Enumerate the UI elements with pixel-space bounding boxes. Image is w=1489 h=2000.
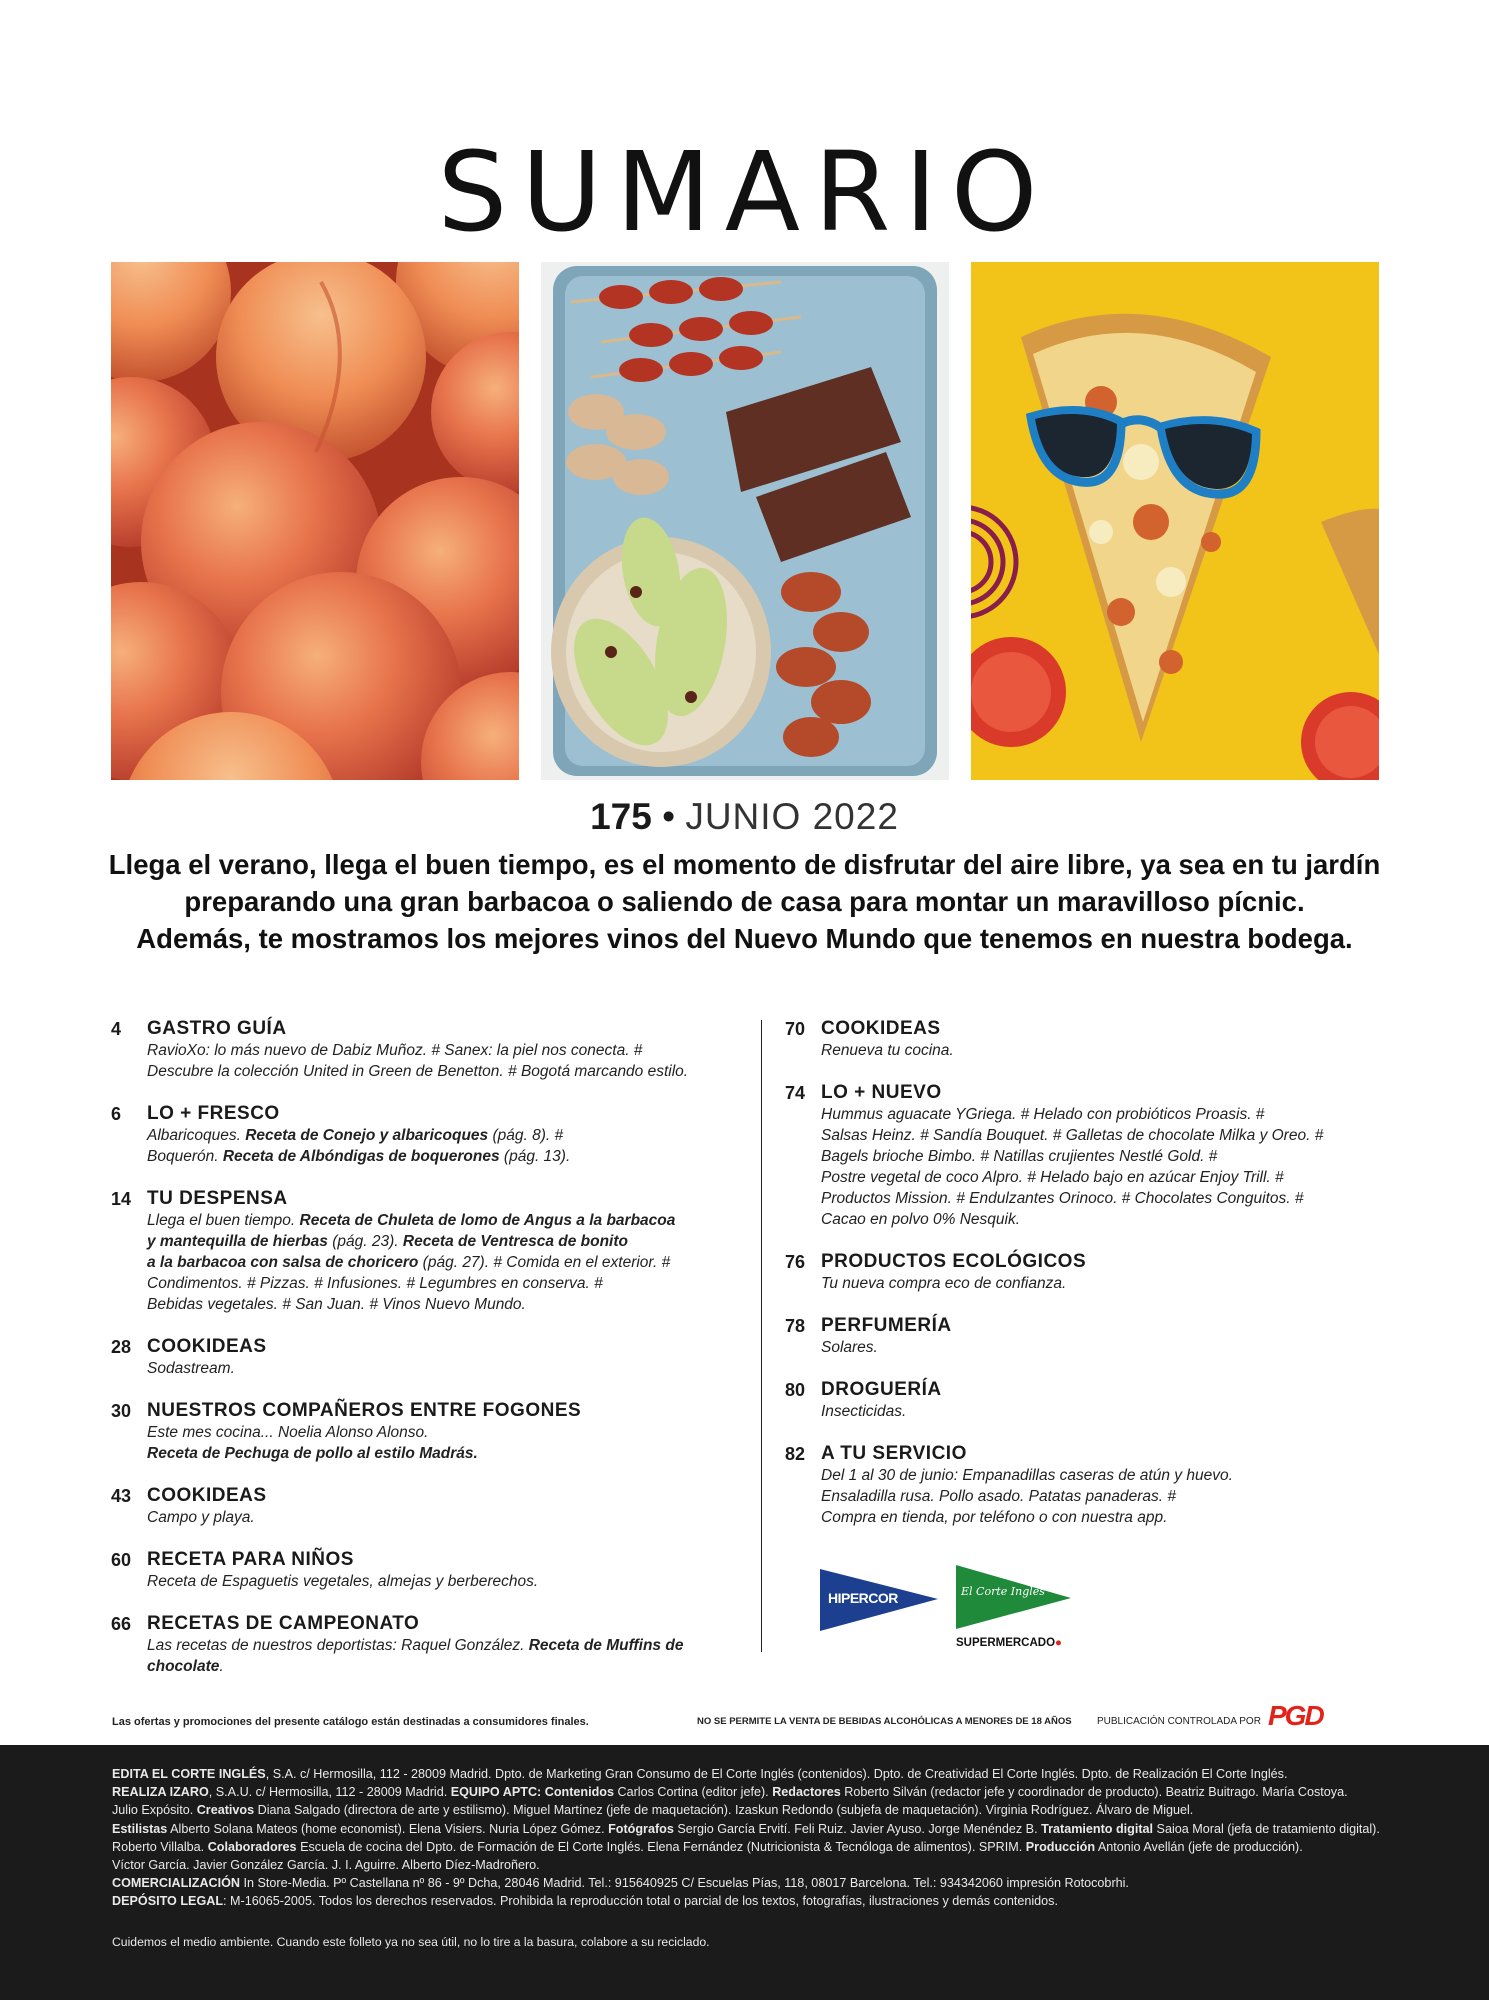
credits-text-segment: REALIZA IZARO	[112, 1785, 209, 1800]
toc-entry	[111, 1336, 751, 1379]
toc-entry	[111, 1018, 751, 1082]
toc-description-text: y mantequilla de hierbas	[147, 1233, 328, 1250]
credits-text-segment: DEPÓSITO LEGAL	[112, 1894, 224, 1909]
credits-text-segment: Antonio Avellán (jefe de producción).	[1095, 1839, 1303, 1854]
credits-text-segment: , S.A.U. c/ Hermosilla, 112 - 28009 Madrid.	[208, 1785, 451, 1800]
toc-description-text: Llega el buen tiempo.	[147, 1212, 300, 1229]
toc-right-column	[785, 1018, 1385, 1549]
page-title: SUMARIO	[437, 128, 1052, 256]
issue-separator: •	[651, 796, 686, 837]
toc-description-text: Albaricoques.	[147, 1127, 246, 1144]
toc-description-text: Descubre la colección United in Green de Benetton. # Bogotá marcando estilo.	[147, 1063, 689, 1080]
credits-text-segment: Saioa Moral (jefa de tratamiento digital).	[1153, 1821, 1380, 1836]
apple-icon: ●	[1055, 1637, 1062, 1649]
credits-text-segment: Tratamiento digital	[1041, 1821, 1154, 1836]
toc-heading: RECETA PARA NIÑOS	[147, 1549, 354, 1570]
toc-description-text: Cacao en polvo 0% Nesquik.	[821, 1211, 1021, 1228]
credits-line	[112, 1765, 1432, 1783]
toc-description-text: Receta de Espaguetis vegetales, almejas y berberechos.	[147, 1573, 539, 1590]
credits-text-segment: Estilistas	[112, 1821, 168, 1836]
toc-page-number: 30	[111, 1401, 132, 1421]
toc-description-text: Este mes cocina... Noelia Alonso Alonso.	[147, 1424, 429, 1441]
toc-heading: TU DESPENSA	[147, 1188, 288, 1209]
toc-description-text: Productos Mission. # Endulzantes Orinoco. # Chocolates Conguitos. #	[821, 1190, 1304, 1207]
toc-description-text: (pág. 13).	[499, 1148, 571, 1165]
toc-description-line	[147, 1231, 751, 1252]
toc-description-text: Sodastream.	[147, 1360, 235, 1377]
toc-description-line	[821, 1337, 1385, 1358]
toc-description-text: Insecticidas.	[821, 1403, 907, 1420]
toc-description-line	[821, 1040, 1385, 1061]
credits-text-segment: Producción	[1025, 1839, 1096, 1854]
toc-description-line	[821, 1465, 1385, 1486]
toc-description-text: Las recetas de nuestros deportistas: Raquel González.	[147, 1637, 529, 1654]
toc-heading: A TU SERVICIO	[821, 1443, 967, 1464]
credits-text-segment: Escuela de cocina del Dpto. de Formación de El Corte Inglés. Elena Fernández (Nutricionista & Tecnóloga de alimentos). SPRIM.	[296, 1839, 1026, 1854]
toc-description-text: (pág. 8). #	[488, 1127, 564, 1144]
toc-entry	[111, 1188, 751, 1315]
toc-entry	[785, 1251, 1385, 1294]
toc-description-line	[147, 1061, 751, 1082]
toc-description-line	[821, 1273, 1385, 1294]
credits-text-segment: Roberto Silván (redactor jefe y coordinador de producto). Beatriz Buitrago. María Costoya.	[840, 1785, 1348, 1800]
toc-description-line	[821, 1401, 1385, 1422]
toc-description-text: Receta de Conejo y albaricoques	[245, 1127, 489, 1144]
credits-text-segment: Sergio García Ervití. Feli Ruiz. Javier Ayuso. Jorge Menéndez B.	[673, 1821, 1042, 1836]
pizza-sunglasses-photo	[971, 262, 1379, 780]
intro-line: Llega el verano, llega el buen tiempo, es el momento de disfrutar del aire libre, ya sea en tu jardín	[108, 849, 1381, 880]
toc-description-text: Boquerón.	[147, 1148, 223, 1165]
toc-description-text: Campo y playa.	[147, 1509, 255, 1526]
toc-description-line	[147, 1507, 751, 1528]
intro-line: preparando una gran barbacoa o saliendo de casa para montar un maravilloso pícnic.	[184, 886, 1305, 917]
toc-description-text: Compra en tienda, por teléfono o con nuestra app.	[821, 1509, 1168, 1526]
toc-description-line	[147, 1040, 751, 1061]
barbecue-tray-photo	[541, 262, 949, 780]
consumers-notice: Las ofertas y promociones del presente catálogo están destinadas a consumidores finales.	[112, 1716, 589, 1728]
toc-description-text: Tu nueva compra eco de confianza.	[821, 1275, 1067, 1292]
credits-text-segment: , S.A. c/ Hermosilla, 112 - 28009 Madrid. Dpto. de Marketing Gran Consumo de El Corte Inglés (contenidos). Dpto. de Creatividad El Corte Inglés. Dpto. de Realización El Corte Inglés.	[265, 1767, 1288, 1781]
toc-heading: DROGUERÍA	[821, 1379, 942, 1400]
credits-line	[112, 1820, 1432, 1838]
pgd-logo	[1268, 1700, 1323, 1732]
credits-line	[112, 1892, 1432, 1910]
hipercor-logo-text: HIPERCOR	[828, 1590, 898, 1606]
toc-description-line	[147, 1146, 751, 1167]
toc-description-line	[147, 1210, 751, 1231]
toc-page-number: 70	[785, 1019, 806, 1039]
toc-entry	[785, 1018, 1385, 1061]
credits-line	[112, 1856, 1432, 1874]
toc-description-line	[821, 1167, 1385, 1188]
credits-text-segment: Julio Expósito.	[112, 1803, 197, 1818]
credits-text-segment: Roberto Villalba.	[112, 1839, 208, 1854]
toc-description-text: Del 1 al 30 de junio: Empanadillas caseras de atún y huevo.	[821, 1467, 1233, 1484]
toc-entry	[785, 1379, 1385, 1422]
toc-description-line	[147, 1635, 751, 1677]
issue-date: JUNIO 2022	[685, 796, 899, 837]
toc-heading: RECETAS DE CAMPEONATO	[147, 1613, 420, 1634]
issue-number: 175	[590, 796, 652, 837]
credits-text-segment: Alberto Solana Mateos (home economist). Elena Visiers. Nuria López Gómez.	[167, 1821, 609, 1836]
toc-description-line	[147, 1294, 751, 1315]
issue-line	[0, 796, 1489, 838]
toc-heading: COOKIDEAS	[821, 1018, 941, 1039]
toc-description-text: Bagels brioche Bimbo. # Natillas crujientes Nestlé Gold. #	[821, 1148, 1218, 1165]
credits-text-segment: EQUIPO APTC: Contenidos	[450, 1785, 614, 1800]
toc-description-line	[147, 1422, 751, 1443]
credits-text-segment: In Store-Media. Pº Castellana nº 86 - 9º Dcha, 28046 Madrid. Tel.: 915640925 C/ Escuelas Pías, 118, 08017 Barcelona. Tel.: 934342060 impresión Rotocobrhi.	[240, 1876, 1129, 1891]
toc-description-text: Receta de Chuleta de lomo de Angus a la barbacoa	[299, 1212, 676, 1229]
toc-description-line	[147, 1571, 751, 1592]
toc-entry	[111, 1103, 751, 1167]
toc-description-line	[821, 1146, 1385, 1167]
credits-text-segment: Carlos Cortina (editor jefe).	[614, 1785, 773, 1800]
supermercado-text: SUPERMERCADO	[956, 1637, 1056, 1649]
toc-description-text: Solares.	[821, 1339, 878, 1356]
publication-notice: PUBLICACIÓN CONTROLADA POR	[1097, 1716, 1261, 1727]
credits-text-segment: Fotógrafos	[608, 1821, 674, 1836]
credits-line	[112, 1874, 1432, 1892]
toc-entry	[111, 1400, 751, 1464]
credits-footer	[0, 1745, 1489, 2000]
el-corte-ingles-logo-text: El Corte Inglés	[961, 1585, 1045, 1598]
alcohol-notice: NO SE PERMITE LA VENTA DE BEBIDAS ALCOHÓLICAS A MENORES DE 18 AÑOS	[697, 1716, 1072, 1727]
toc-description-text: Receta de Ventresca de bonito	[402, 1233, 628, 1250]
toc-description-line	[821, 1507, 1385, 1528]
toc-page-number: 82	[785, 1444, 806, 1464]
toc-heading: NUESTROS COMPAÑEROS ENTRE FOGONES	[147, 1400, 582, 1421]
hipercor-logo	[820, 1565, 938, 1640]
toc-page-number: 28	[111, 1337, 132, 1357]
toc-description-line	[821, 1125, 1385, 1146]
toc-entry	[111, 1613, 751, 1677]
toc-description-text: Condimentos. # Pizzas. # Infusiones. # Legumbres en conserva. #	[147, 1275, 603, 1292]
toc-description-line	[147, 1125, 751, 1146]
toc-description-text: (pág. 23).	[327, 1233, 403, 1250]
toc-entry	[111, 1549, 751, 1592]
toc-page-number: 80	[785, 1380, 806, 1400]
toc-description-line	[821, 1188, 1385, 1209]
environment-note: Cuidemos el medio ambiente. Cuando este folleto ya no sea útil, no lo tire a la basura, colabore a su reciclado.	[112, 1935, 710, 1949]
toc-description-text: Postre vegetal de coco Alpro. # Helado bajo en azúcar Enjoy Trill. #	[821, 1169, 1284, 1186]
credits-text-segment: Diana Salgado (directora de arte y estilismo). Miguel Martínez (jefe de maquetación). Izaskun Redondo (subjefa de maquetación). Virginia Rodríguez. Álvaro de Miguel.	[254, 1803, 1194, 1818]
photo-strip	[111, 262, 1379, 780]
toc-entry	[785, 1315, 1385, 1358]
toc-description-text: a la barbacoa con salsa de choricero	[147, 1254, 419, 1271]
toc-page-number: 14	[111, 1189, 132, 1209]
supermercado-label	[956, 1637, 1062, 1649]
credits-line	[112, 1783, 1432, 1801]
toc-heading: PERFUMERÍA	[821, 1315, 952, 1336]
toc-description-line	[821, 1486, 1385, 1507]
toc-description-line	[821, 1104, 1385, 1125]
toc-description-text: Salsas Heinz. # Sandía Bouquet. # Galletas de chocolate Milka y Oreo. #	[821, 1127, 1324, 1144]
toc-heading: COOKIDEAS	[147, 1336, 267, 1357]
el-corte-ingles-logo	[956, 1563, 1071, 1636]
credits-text	[112, 1765, 1432, 1911]
toc-description-text: (pág. 27). # Comida en el exterior. #	[418, 1254, 671, 1271]
credits-text-segment: : M-16065-2005. Todos los derechos reservados. Prohibida la reproducción total o parcial de los textos, fotografías, ilustraciones y demás contenidos.	[223, 1894, 1058, 1909]
credits-line	[112, 1838, 1432, 1856]
toc-left-column	[111, 1018, 751, 1698]
credits-text-segment: COMERCIALIZACIÓN	[112, 1876, 241, 1891]
toc-page-number: 66	[111, 1614, 132, 1634]
toc-description-text: .	[219, 1658, 224, 1675]
toc-page-number: 76	[785, 1252, 806, 1272]
toc-description-text: RavioXo: lo más nuevo de Dabiz Muñoz. # Sanex: la piel nos conecta. #	[147, 1042, 643, 1059]
toc-entry	[785, 1082, 1385, 1230]
toc-heading: GASTRO GUÍA	[147, 1018, 287, 1039]
apricots-photo	[111, 262, 519, 780]
toc-description-text: Receta de Pechuga de pollo al estilo Madrás.	[147, 1445, 478, 1462]
toc-description-text: Receta de Muffins de chocolate	[147, 1637, 684, 1675]
credits-line	[112, 1801, 1432, 1819]
toc-page-number: 78	[785, 1316, 806, 1336]
toc-page-number: 4	[111, 1019, 122, 1039]
toc-page-number: 74	[785, 1083, 806, 1103]
credits-text-segment: Creativos	[196, 1803, 255, 1818]
toc-heading: LO + FRESCO	[147, 1103, 280, 1124]
toc-description-text: Renueva tu cocina.	[821, 1042, 954, 1059]
toc-page-number: 6	[111, 1104, 122, 1124]
credits-text-segment: Redactores	[772, 1785, 841, 1800]
intro-line: Además, te mostramos los mejores vinos del Nuevo Mundo que tenemos en nuestra bodega.	[136, 923, 1353, 954]
toc-description-text: Bebidas vegetales. # San Juan. # Vinos Nuevo Mundo.	[147, 1296, 526, 1313]
toc-heading: COOKIDEAS	[147, 1485, 267, 1506]
toc-description-line	[147, 1252, 751, 1273]
credits-text-segment: Víctor García. Javier González García. J. I. Aguirre. Alberto Díez-Madroñero.	[112, 1858, 540, 1873]
toc-description-text: Hummus aguacate YGriega. # Helado con probióticos Proasis. #	[821, 1106, 1265, 1123]
toc-description-line	[147, 1443, 751, 1464]
toc-description-text: Receta de Albóndigas de boquerones	[222, 1148, 500, 1165]
column-divider	[761, 1020, 762, 1652]
toc-entry	[111, 1485, 751, 1528]
toc-heading: LO + NUEVO	[821, 1082, 942, 1103]
toc-page-number: 60	[111, 1550, 132, 1570]
toc-description-line	[821, 1209, 1385, 1230]
toc-heading: PRODUCTOS ECOLÓGICOS	[821, 1251, 1087, 1272]
toc-page-number: 43	[111, 1486, 132, 1506]
credits-text-segment: EDITA EL CORTE INGLÉS	[112, 1767, 266, 1781]
pgd-logo-text: PGD	[1268, 1700, 1323, 1731]
intro-text	[60, 846, 1429, 957]
credits-text-segment: Colaboradores	[207, 1839, 297, 1854]
toc-description-line	[147, 1358, 751, 1379]
toc-description-text: Ensaladilla rusa. Pollo asado. Patatas panaderas. #	[821, 1488, 1177, 1505]
toc-entry	[785, 1443, 1385, 1528]
toc-description-line	[147, 1273, 751, 1294]
